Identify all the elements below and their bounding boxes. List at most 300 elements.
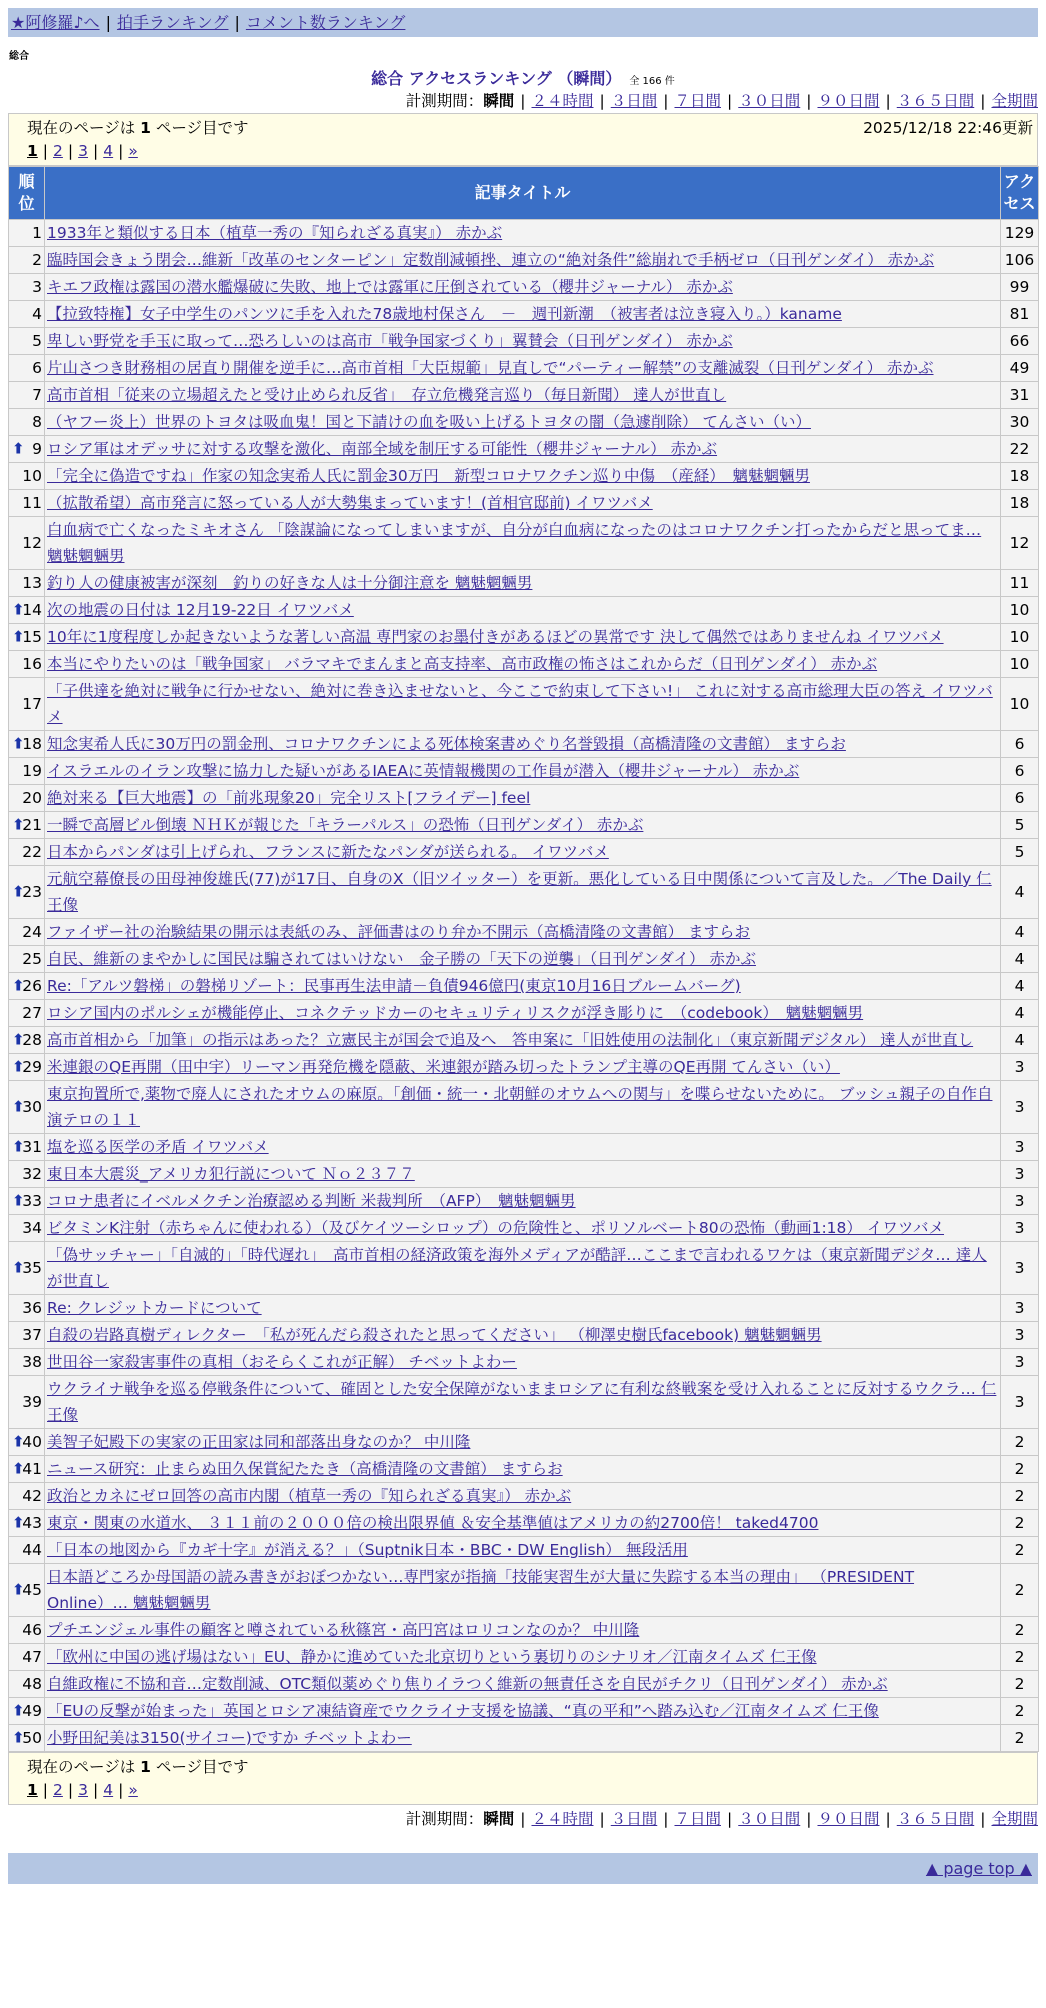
table-row [9,328,1039,355]
access-count: 11 [1001,570,1039,597]
table-row [9,355,1039,382]
access-count: 12 [1001,517,1039,570]
rank-number: 5 [32,332,42,350]
period-current: 瞬間 [483,92,515,110]
table-row [9,274,1039,301]
title-cell [45,597,1001,624]
arrow-up-icon: ⬆ [12,734,25,753]
article-link[interactable]: 白血病で亡くなったミキオさん 「陰謀論になってしまいますが、自分が白血病になったのはコロナワクチン打ったからだと思ってま… 魑魅魍魎男 [47,521,982,565]
rank-cell [9,247,45,274]
rank-number: 30 [22,1098,42,1116]
rank-number: 24 [22,923,42,941]
updated-timestamp: 2025/12/18 22:46更新 [863,119,1033,137]
table-row [9,1027,1039,1054]
table-row [9,1134,1039,1161]
period-link[interactable]: 全期間 [991,1810,1038,1828]
article-link[interactable]: 釣り人の健康被害が深刻 釣りの好きな人は十分御注意を 魑魅魍魎男 [47,574,533,592]
rank-number: 1 [32,224,42,242]
title-cell [45,1242,1001,1295]
period-current: 瞬間 [483,1810,515,1828]
table-row [9,866,1039,919]
rank-cell [9,355,45,382]
article-link[interactable]: イスラエルのイラン攻撃に協力した疑いがあるIAEAに英情報機関の工作員が潜入（櫻井ジャーナル） 赤かぶ [47,762,800,780]
title-cell [45,1134,1001,1161]
article-link[interactable]: 10年に1度程度しか起きないような著しい高温 専門家のお墨付きがあるほどの異常です 決して偶然ではありませんね イワツバメ [47,628,944,646]
article-link[interactable]: ロシア国内のポルシェが機能停止、コネクテッドカーのセキュリティリスクが浮き彫りに （codebook） 魑魅魍魎男 [47,1004,864,1022]
access-count: 5 [1001,812,1039,839]
rank-number: 47 [22,1648,42,1666]
table-row [9,731,1039,758]
access-count: 4 [1001,919,1039,946]
title-cell [45,220,1001,247]
period-separator: | [520,1810,526,1828]
rank-number: 18 [22,735,42,753]
rank-cell [9,436,45,463]
table-row [9,1000,1039,1027]
page-link[interactable]: 4 [103,1781,114,1799]
article-link[interactable]: 塩を巡る医学の矛盾 イワツバメ [47,1138,269,1156]
article-link[interactable]: 知念実希人氏に30万円の罰金刑、コロナワクチンによる死体検案書めぐり名誉毀損（高橋清隆の文書館） ますらお [47,735,846,753]
access-column-header: アク セス [1001,167,1039,220]
period-separator: | [599,92,605,110]
title-cell [45,1215,1001,1242]
period-link[interactable]: ３日間 [610,92,658,110]
title-cell [45,919,1001,946]
title-cell [45,1537,1001,1564]
period-link[interactable]: ３０日間 [738,1810,801,1828]
article-link[interactable]: Re: クレジットカードについて [47,1299,262,1317]
table-row [9,1322,1039,1349]
article-link[interactable]: 次の地震の日付は 12月19-22日 イワツバメ [47,601,354,619]
article-link[interactable]: 片山さつき財務相の居直り開催を逆手に…高市首相「大臣規範」見直しで“パーティー解禁”の支離滅裂（日刊ゲンダイ） 赤かぶ [47,359,934,377]
ranking-table [8,166,1039,1752]
table-row [9,1295,1039,1322]
period-separator: | [663,92,669,110]
access-count: 4 [1001,973,1039,1000]
table-row [9,301,1039,328]
period-link[interactable]: ３０日間 [738,92,801,110]
article-link[interactable]: 自維政権に不協和音…定数削減、OTC類似薬めぐり焦りイラつく維新の無責任さを自民がチクリ（日刊ゲンダイ） 赤かぶ [47,1675,888,1693]
article-link[interactable]: 東京・関東の水道水、 ３１１前の２０００倍の検出限界値 ＆安全基準値はアメリカの約2700倍！ taked4700 [47,1514,819,1532]
period-label: 計測期間： [405,92,484,110]
rank-cell [9,1698,45,1725]
rank-cell [9,301,45,328]
article-link[interactable]: ファイザー社の治験結果の開示は表紙のみ、評価書はのり弁か不開示（高橋清隆の文書館） ますらお [47,923,751,941]
rank-cell [9,785,45,812]
period-link[interactable]: 全期間 [991,92,1038,110]
title-cell [45,1698,1001,1725]
table-row [9,1081,1039,1134]
table-row [9,839,1039,866]
rank-cell [9,919,45,946]
rank-cell [9,1537,45,1564]
rank-number: 31 [22,1138,42,1156]
access-count: 2 [1001,1725,1039,1752]
table-row [9,1725,1039,1752]
period-link[interactable]: ２４時間 [531,1810,594,1828]
article-link[interactable]: 「EUの反撃が始まった」英国とロシア凍結資産でウクライナ支援を協議、“真の平和”へ踏み込む／江南タイムズ 仁王像 [47,1702,879,1720]
period-separator: | [520,92,526,110]
table-row [9,1671,1039,1698]
period-separator: | [885,92,891,110]
period-selector-bottom [0,1807,1038,1831]
arrow-up-icon: ⬆ [12,439,25,458]
access-count: 3 [1001,1242,1039,1295]
article-link[interactable]: 【拉致特権】女子中学生のパンツに手を入れた78歳地村保さん － 週刊新潮 （被害者は泣き寝入り。）kaname [47,305,842,323]
page-separator: | [67,1781,74,1799]
period-link[interactable]: ３日間 [610,1810,658,1828]
article-link[interactable]: プチエンジェル事件の顧客と噂されている秋篠宮・高円宮はロリコンなのか？ 中川隆 [47,1621,640,1639]
access-count: 3 [1001,1295,1039,1322]
table-row [9,1537,1039,1564]
rank-cell [9,731,45,758]
rank-number: 8 [32,413,42,431]
rank-number: 41 [22,1460,42,1478]
title-cell [45,758,1001,785]
rank-number: 9 [32,440,42,458]
access-count: 10 [1001,624,1039,651]
arrow-up-icon: ⬆ [12,1432,25,1451]
rank-number: 33 [22,1192,42,1210]
period-link[interactable]: ７日間 [674,92,721,110]
table-row [9,1376,1039,1429]
rank-number: 34 [22,1219,42,1237]
period-link[interactable]: ３６５日間 [896,92,975,110]
rank-number: 7 [32,386,42,404]
table-row [9,247,1039,274]
access-count: 18 [1001,490,1039,517]
table-row [9,1564,1039,1617]
title-cell [45,1376,1001,1429]
rank-cell [9,570,45,597]
table-row [9,1215,1039,1242]
table-row [9,436,1039,463]
rank-cell [9,1725,45,1752]
article-link[interactable]: （拡散希望）高市発言に怒っている人が大勢集まっています！(首相官邸前) イワツバメ [47,494,653,512]
article-link[interactable]: 本当にやりたいのは「戦争国家」 バラマキでまんまと高支持率、高市政権の怖さはこれからだ（日刊ゲンダイ） 赤かぶ [47,655,878,673]
rank-cell [9,1376,45,1429]
period-separator: | [980,92,986,110]
article-link[interactable]: 卑しい野党を手玉に取って…恐ろしいのは高市「戦争国家づくり」翼賛会（日刊ゲンダイ） 赤かぶ [47,332,733,350]
article-link[interactable]: 自民、維新のまやかしに国民は騙されてはいけない 金子勝の「天下の逆襲」（日刊ゲンダイ） 赤かぶ [47,950,756,968]
current-page-text: 現在のページは 1 ページ目です [27,1758,249,1776]
access-count: 2 [1001,1510,1039,1537]
period-label: 計測期間： [405,1810,484,1828]
article-link[interactable]: 一瞬で高層ビル倒壊 ＮＨＫが報じた「キラーパルス」の恐怖（日刊ゲンダイ） 赤かぶ [47,816,644,834]
access-count: 2 [1001,1537,1039,1564]
access-count: 129 [1001,220,1039,247]
rank-number: 32 [22,1165,42,1183]
rank-number: 16 [22,655,42,673]
period-separator: | [663,1810,669,1828]
page-link[interactable]: 2 [53,1781,63,1799]
access-count: 4 [1001,1027,1039,1054]
title-cell [45,328,1001,355]
table-row [9,570,1039,597]
page-link[interactable]: 3 [78,1781,89,1799]
access-count: 10 [1001,597,1039,624]
rank-cell [9,1617,45,1644]
title-cell [45,1081,1001,1134]
title-cell [45,355,1001,382]
access-count: 4 [1001,866,1039,919]
rank-cell [9,946,45,973]
article-link[interactable]: 美智子妃殿下の実家の正田家は同和部落出身なのか？ 中川隆 [47,1433,471,1451]
rank-number: 28 [22,1031,42,1049]
rank-cell [9,463,45,490]
arrow-up-icon: ⬆ [12,1459,25,1478]
article-link[interactable]: 「偽サッチャー」「自滅的」「時代遅れ」 高市首相の経済政策を海外メディアが酷評…ここまで言われるワケは（東京新聞デジタ… 達人が世直し [47,1246,987,1290]
page-info-top [8,113,1038,166]
arrow-up-icon: ⬆ [12,1580,25,1599]
table-row [9,919,1039,946]
article-link[interactable]: ウクライナ戦争を巡る停戦条件について、確固とした安全保障がないままロシアに有利な終戦案を受け入れることに反対するウクラ… 仁王像 [47,1380,997,1424]
title-cell [45,946,1001,973]
rank-cell [9,1671,45,1698]
table-row [9,1242,1039,1295]
page-current: 1 [27,1781,38,1799]
access-count: 3 [1001,1376,1039,1429]
title-cell [45,1564,1001,1617]
table-row [9,1456,1039,1483]
access-count: 66 [1001,328,1039,355]
article-link[interactable]: ロシア軍はオデッサに対する攻撃を激化、南部全域を制圧する可能性（櫻井ジャーナル） 赤かぶ [47,440,718,458]
table-row [9,1429,1039,1456]
comment-ranking-link[interactable]: コメント数ランキング [245,13,406,32]
rank-cell [9,1161,45,1188]
access-count: 3 [1001,1188,1039,1215]
rank-number: 4 [32,305,42,323]
table-row [9,946,1039,973]
article-link[interactable]: 「完全に偽造ですね」作家の知念実希人氏に罰金30万円 新型コロナワクチン巡り中傷 （産経） 魑魅魍魎男 [47,467,810,485]
title-cell [45,1000,1001,1027]
title-cell [45,839,1001,866]
period-link[interactable]: ９０日間 [817,1810,880,1828]
access-count: 81 [1001,301,1039,328]
rank-number: 11 [22,494,42,512]
rank-number: 14 [22,601,42,619]
table-row [9,651,1039,678]
next-page-link[interactable]: » [128,142,138,160]
rank-number: 40 [22,1433,42,1451]
article-link[interactable]: 自殺の岩路真樹ディレクター 「私が死んだら殺されたと思ってください」 （柳澤史樹氏facebook) 魑魅魍魎男 [47,1326,822,1344]
article-link[interactable]: 絶対来る【巨大地震】の「前兆現象20」完全リスト[フライデー] feel [47,789,531,807]
rank-cell [9,1483,45,1510]
article-link[interactable]: （ヤフー炎上）世界のトヨタは吸血鬼！国と下請けの血を吸い上げるトヨタの闇（急遽削除） てんさい（い） [47,413,811,431]
page-top-link[interactable]: ▲ page top ▲ [925,1859,1032,1878]
article-link[interactable]: コロナ患者にイベルメクチン治療認める判断 米裁判所 （AFP） 魑魅魍魎男 [47,1192,576,1210]
access-count: 22 [1001,436,1039,463]
rank-number: 21 [22,816,42,834]
page-separator: | [42,142,49,160]
table-row [9,1644,1039,1671]
article-link[interactable]: 東京拘置所で,薬物で廃人にされたオウムの麻原。「創価・統一・北朝鮮のオウムへの関与」を喋らせないために。 ブッシュ親子の自作自演テロの１１ [47,1085,993,1129]
article-link[interactable]: 政治とカネにゼロ回答の高市内閣（植草一秀の『知られざる真実』） 赤かぶ [47,1487,572,1505]
title-cell [45,678,1001,731]
table-row [9,1349,1039,1376]
article-link[interactable]: 「欧州に中国の逃げ場はない」EU、静かに進めていた北京切りという裏切りのシナリオ／江南タイムズ 仁王像 [47,1648,817,1666]
arrow-up-icon: ⬆ [12,1513,25,1532]
access-count: 3 [1001,1054,1039,1081]
page-link[interactable]: 2 [53,142,63,160]
article-link[interactable]: 米連銀のQE再開（田中宇）リーマン再発危機を隠蔽、米連銀が踏み切ったトランプ主導のQE再開 てんさい（い） [47,1058,840,1076]
title-cell [45,409,1001,436]
article-link[interactable]: 世田谷一家殺害事件の真相（おそらくこれが正解） チベットよわー [47,1353,517,1371]
rank-number: 13 [22,574,42,592]
title-column-header: 記事タイトル [45,167,1001,220]
article-link[interactable]: 東日本大震災_アメリカ犯行説について Ｎｏ２３７７ [47,1165,415,1183]
title-cell [45,1456,1001,1483]
period-link[interactable]: ３６５日間 [896,1810,975,1828]
table-row [9,1483,1039,1510]
rank-cell [9,624,45,651]
rank-number: 37 [22,1326,42,1344]
pagination [27,139,138,163]
article-link[interactable]: 1933年と類似する日本（植草一秀の『知られざる真実』） 赤かぶ [47,224,503,242]
home-link[interactable]: ★阿修羅♪へ [11,13,100,32]
period-link[interactable]: ２４時間 [531,92,594,110]
rank-cell [9,1134,45,1161]
access-count: 2 [1001,1671,1039,1698]
article-link[interactable]: 高市首相「従来の立場超えたと受け止められ反省」 存立危機発言巡り（毎日新聞） 達人が世直し [47,386,727,404]
rank-cell [9,1000,45,1027]
rank-number: 29 [22,1058,42,1076]
rank-cell [9,678,45,731]
rank-cell [9,973,45,1000]
period-separator: | [599,1810,605,1828]
table-row [9,785,1039,812]
table-header-row [9,167,1039,220]
clap-ranking-link[interactable]: 拍手ランキング [116,13,229,32]
title-cell [45,1161,1001,1188]
article-link[interactable]: 臨時国会きょう閉会…維新「改革のセンターピン」定数削減頓挫、連立の“絶対条件”総崩れで手柄ゼロ（日刊ゲンダイ） 赤かぶ [47,251,935,269]
rank-number: 22 [22,843,42,861]
access-count: 2 [1001,1698,1039,1725]
access-count: 10 [1001,651,1039,678]
title-cell [45,1188,1001,1215]
table-row [9,220,1039,247]
access-count: 2 [1001,1644,1039,1671]
access-count: 4 [1001,946,1039,973]
article-link[interactable]: 高市首相から「加筆」の指示はあった？立憲民主が国会で追及へ 答申案に「旧姓使用の法制化」（東京新聞デジタル） 達人が世直し [47,1031,974,1049]
title-cell [45,1054,1001,1081]
rank-cell [9,1456,45,1483]
next-page-link[interactable]: » [128,1781,138,1799]
article-link[interactable]: 日本語どころか母国語の読み書きがおぼつかない…専門家が指摘「技能実習生が大量に失踪する本当の理由」 （PRESIDENT Online）… 魑魅魍魎男 [47,1568,915,1612]
page-separator: | [67,142,74,160]
rank-cell [9,1295,45,1322]
access-count: 31 [1001,382,1039,409]
title-cell [45,1295,1001,1322]
access-count: 6 [1001,758,1039,785]
rank-cell [9,382,45,409]
period-link[interactable]: ７日間 [674,1810,721,1828]
top-nav-bar [8,8,1038,37]
article-link[interactable]: ビタミンK注射（赤ちゃんに使われる）（及びケイツーシロップ）の危険性と、ポリソルベート80の恐怖（動画1:18） イワツバメ [47,1219,945,1237]
period-separator: | [806,1810,812,1828]
rank-number: 48 [22,1675,42,1693]
article-link[interactable]: 元航空幕僚長の田母神俊雄氏(77)が17日、自身のX（旧ツイッター）を更新。悪化している日中関係について言及した。／The Daily 仁王像 [47,870,992,914]
rank-cell [9,409,45,436]
rank-cell [9,758,45,785]
article-link[interactable]: 「日本の地図から『カギ十字』が消える？」（Suptnik日本・BBC・DW English） 無段活用 [47,1541,688,1559]
title-cell [45,490,1001,517]
table-row [9,973,1039,1000]
rank-number: 49 [22,1702,42,1720]
ranking-title: 総合 アクセスランキング （瞬間） [371,69,622,88]
period-link[interactable]: ９０日間 [817,92,880,110]
access-count: 2 [1001,1564,1039,1617]
arrow-up-icon: ⬆ [12,1728,25,1747]
rank-number: 35 [22,1259,42,1277]
rank-cell [9,220,45,247]
rank-column-header: 順 位 [9,167,45,220]
article-link[interactable]: 日本からパンダは引上げられ、フランスに新たなパンダが送られる。 イワツバメ [47,843,609,861]
access-count: 4 [1001,1000,1039,1027]
page-link[interactable]: 4 [103,142,114,160]
current-page-text: 現在のページは 1 ページ目です [27,119,249,137]
rank-number: 15 [22,628,42,646]
rank-number: 25 [22,950,42,968]
rank-number: 20 [22,789,42,807]
access-count: 3 [1001,1161,1039,1188]
rank-number: 23 [22,883,42,901]
article-link[interactable]: 小野田紀美は3150(サイコー)ですか チベットよわー [47,1729,412,1747]
access-count: 2 [1001,1456,1039,1483]
rank-cell [9,1188,45,1215]
arrow-up-icon: ⬆ [12,1137,25,1156]
title-cell [45,624,1001,651]
table-row [9,409,1039,436]
page-current: 1 [27,142,38,160]
rank-number: 2 [32,251,42,269]
article-link[interactable]: キエフ政権は露国の潜水艦爆破に失敗、地上では露軍に圧倒されている（櫻井ジャーナル） 赤かぶ [47,278,733,296]
article-link[interactable]: 「子供達を絶対に戦争に行かせない、絶対に巻き込ませないと、今ここで約束して下さい!」 これに対する高市総理大臣の答え イワツバメ [47,682,993,726]
period-separator: | [727,1810,733,1828]
article-link[interactable]: Re:「アルツ磐梯」の磐梯リゾート：民事再生法申請－負債946億円(東京10月16日ブルームバーグ) [47,977,741,995]
table-row [9,1698,1039,1725]
page-separator: | [93,142,99,160]
access-count: 99 [1001,274,1039,301]
title-cell [45,785,1001,812]
page-link[interactable]: 3 [78,142,89,160]
title-cell [45,463,1001,490]
rank-cell [9,1027,45,1054]
rank-cell [9,1644,45,1671]
access-count: 10 [1001,678,1039,731]
arrow-up-icon: ⬆ [12,600,25,619]
title-cell [45,1322,1001,1349]
title-cell [45,1027,1001,1054]
title-cell [45,1429,1001,1456]
page-info-bottom [8,1752,1038,1805]
rank-cell [9,651,45,678]
access-count: 49 [1001,355,1039,382]
page-separator: | [93,1781,99,1799]
rank-number: 50 [22,1729,42,1747]
arrow-up-icon: ⬆ [12,815,25,834]
title-cell [45,1644,1001,1671]
rank-number: 42 [22,1487,42,1505]
access-count: 3 [1001,1322,1039,1349]
rank-number: 6 [32,359,42,377]
table-row [9,1510,1039,1537]
access-count: 3 [1001,1081,1039,1134]
table-row [9,382,1039,409]
article-link[interactable]: ニュース研究：止まらぬ田久保賞紀たたき（高橋清隆の文書館） ますらお [47,1460,563,1478]
title-cell [45,866,1001,919]
rank-number: 19 [22,762,42,780]
